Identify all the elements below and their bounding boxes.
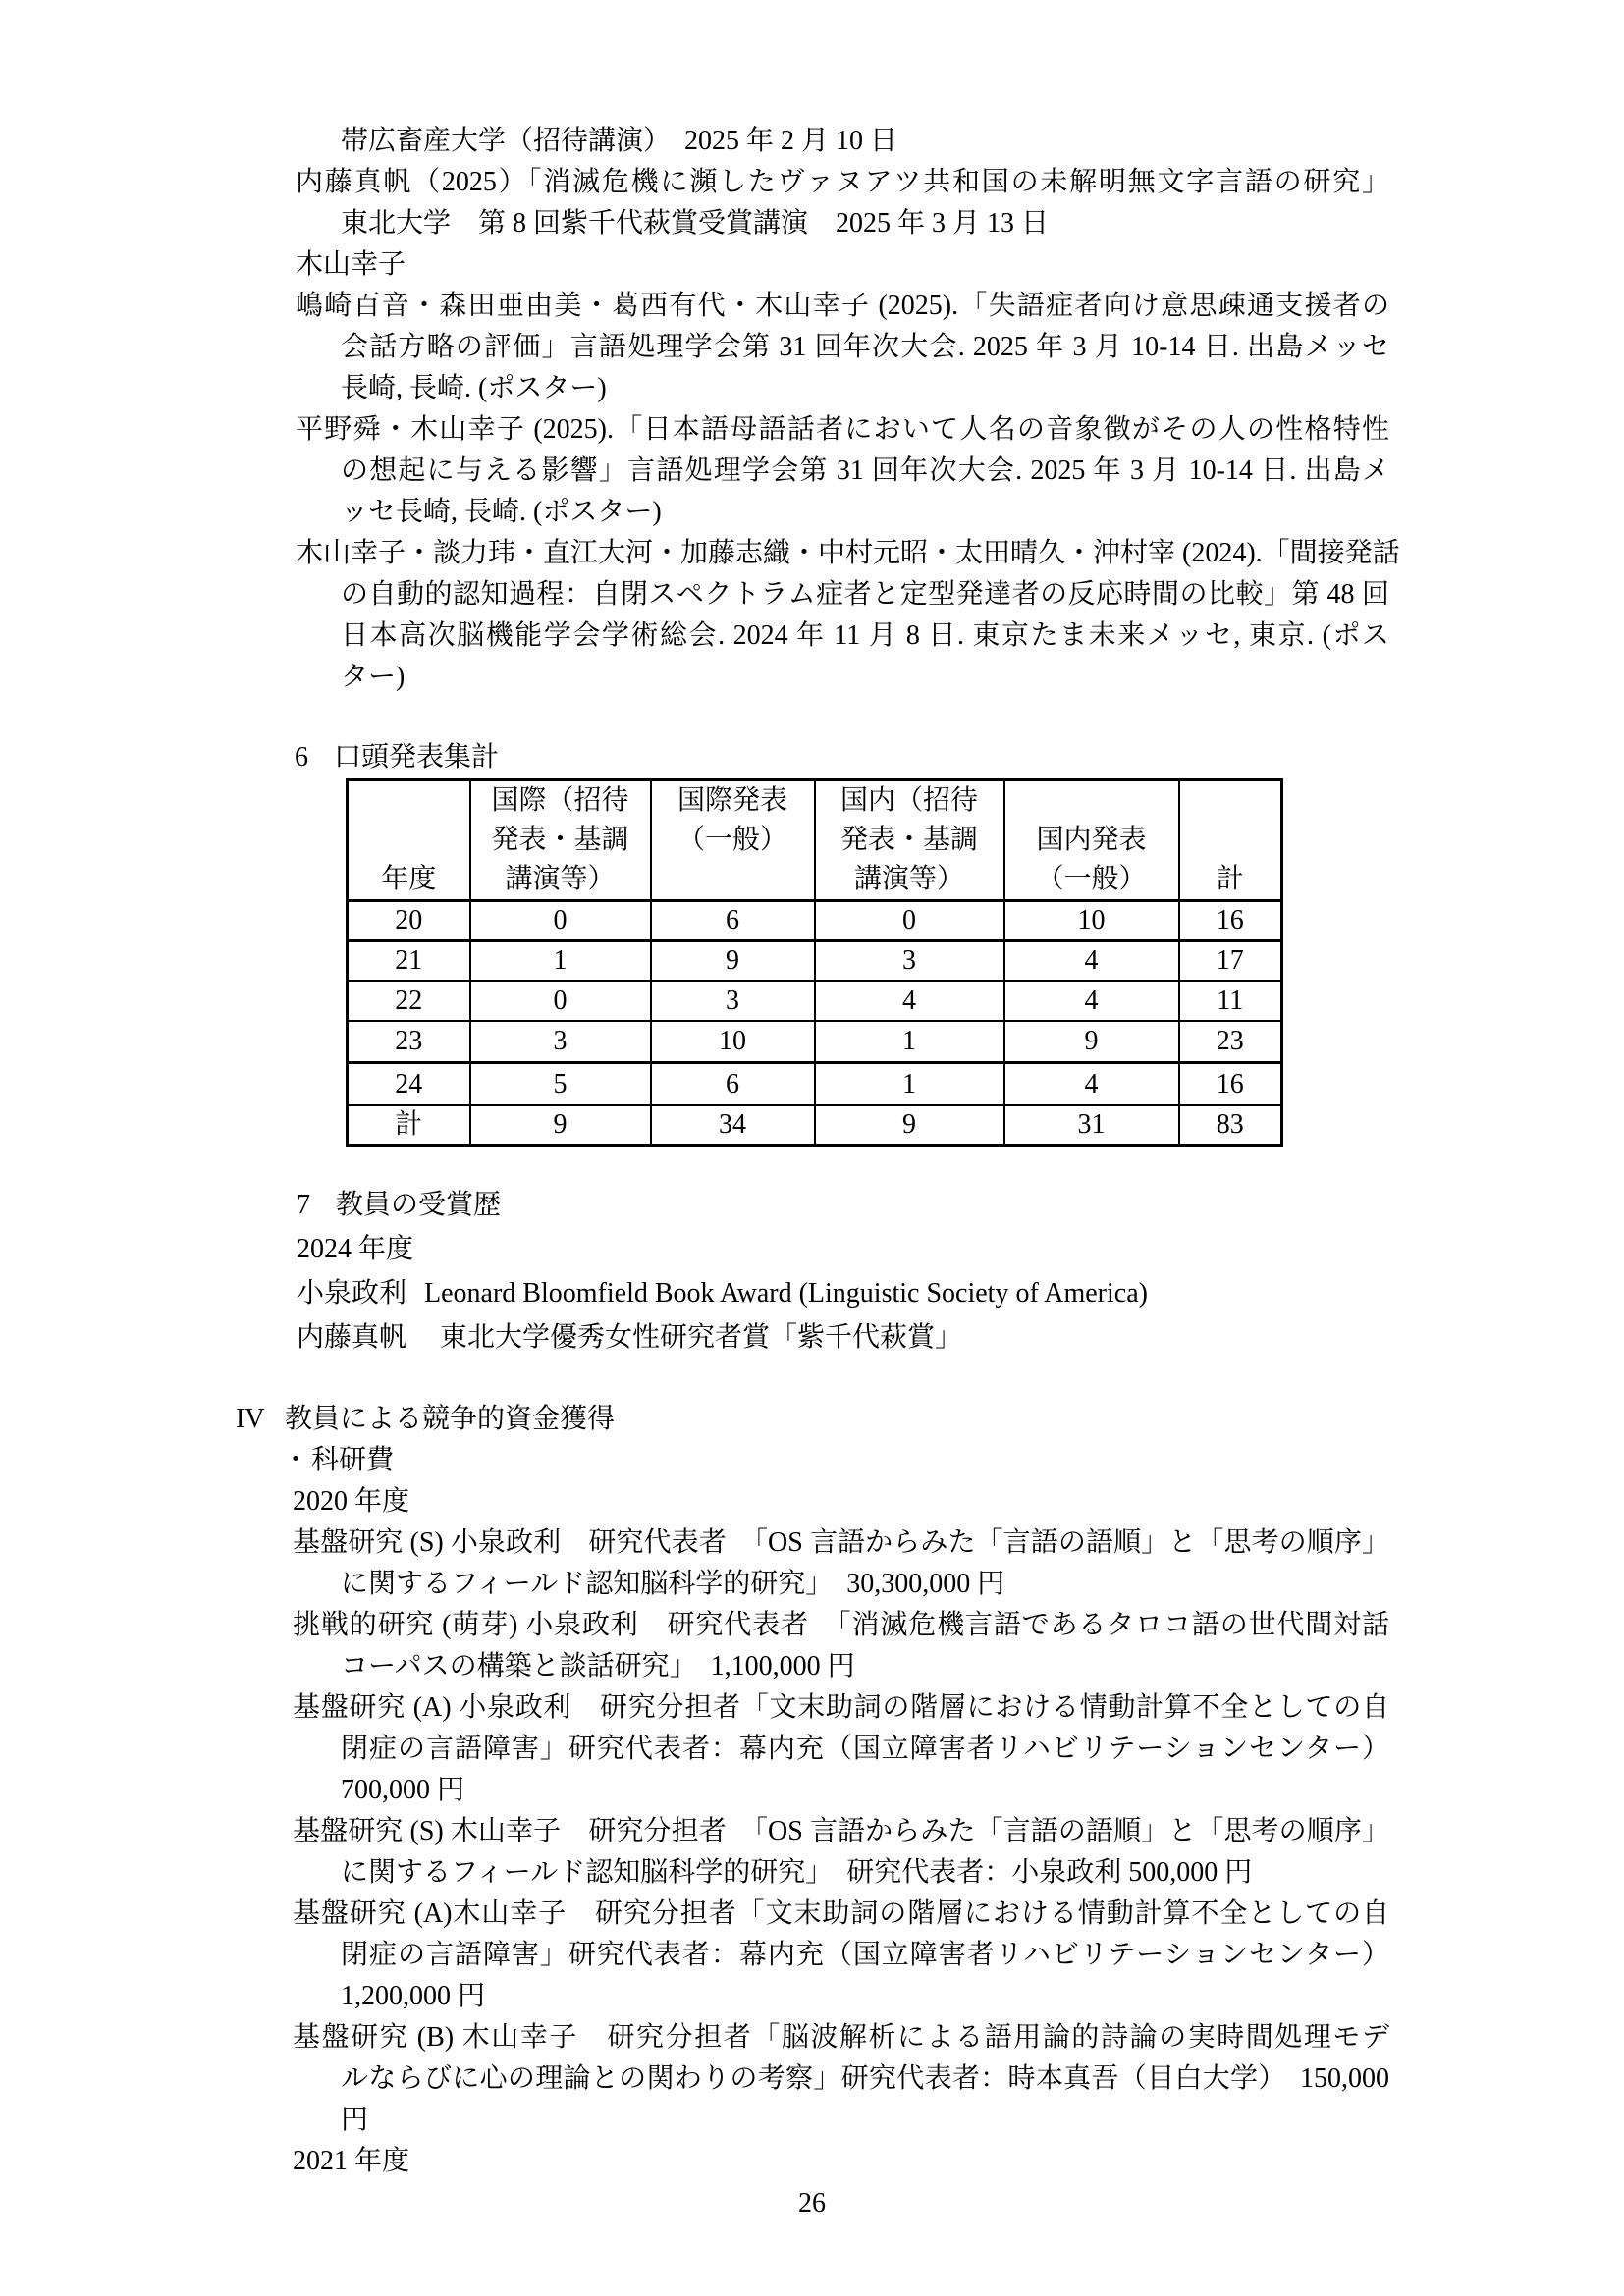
table-cell: 計	[348, 1105, 470, 1146]
table-header-row	[348, 780, 1282, 901]
table-cell: 5	[470, 1063, 651, 1106]
table-total-row	[348, 1105, 1282, 1146]
table-row	[348, 1021, 1282, 1063]
section-number: 6	[295, 742, 308, 773]
grant-line: 閉症の言語障害」研究代表者：幕内充（国立障害者リハビリテーションセンター）	[341, 1940, 1389, 1970]
table-cell: 20	[348, 901, 470, 941]
reference-entry	[296, 533, 1400, 698]
table-header-cell	[815, 780, 1004, 901]
award-recipient: 小泉政利	[297, 1278, 407, 1308]
entry-line: 木山幸子・談力玮・直江大河・加藤志織・中村元昭・太田晴久・沖村宰 (2024).「間接発話	[296, 538, 1400, 568]
table-cell: 23	[348, 1021, 470, 1063]
grant-entry	[293, 1894, 1389, 2017]
section-heading-competitive-funding	[236, 1399, 1389, 1440]
grant-line: 閉症の言語障害」研究代表者：幕内充（国立障害者リハビリテーションセンター）	[341, 1734, 1389, 1764]
competitive-funding-section	[236, 1399, 1389, 2182]
header-line: 国際発表	[677, 785, 787, 816]
award-year: 2024 年度	[297, 1234, 414, 1264]
table-cell: 22	[348, 981, 470, 1021]
table-cell: 16	[1179, 901, 1282, 941]
table-cell: 10	[651, 1021, 815, 1063]
grant-line: 基盤研究 (B) 木山幸子 研究分担者「脳波解析による語用論的詩論の実時間処理モデ	[293, 2022, 1389, 2053]
entry-line: 日本高次脳機能学会学術総会. 2024 年 11 月 8 日. 東京たま未来メッセ, 東京. (ポス	[341, 620, 1389, 651]
header-line: （一般）	[677, 825, 787, 855]
award-list	[297, 1271, 1148, 1360]
award-recipient: 内藤真帆	[297, 1322, 407, 1353]
entry-line: 長崎, 長崎. (ポスター)	[341, 373, 607, 403]
grant-line: 700,000 円	[341, 1775, 465, 1805]
grant-line: に関するフィールド認知脳科学的研究」 研究代表者：小泉政利 500,000 円	[341, 1857, 1253, 1888]
reference-entry	[296, 244, 1389, 286]
table-cell: 3	[470, 1021, 651, 1063]
table-cell: 9	[815, 1105, 1004, 1146]
section-heading-oral-presentation-summary	[295, 737, 499, 778]
section-heading-faculty-awards	[297, 1183, 1148, 1227]
header-line: 国際（招待	[491, 785, 629, 816]
entry-line: 会話方略の評価」言語処理学会第 31 回年次大会. 2025 年 3 月 10-14 日. 出島メッセ	[341, 332, 1389, 362]
entry-line: の想起に与える影響」言語処理学会第 31 回年次大会. 2025 年 3 月 10-14 日. 出島メ	[341, 455, 1389, 486]
grant-line: 基盤研究 (S) 木山幸子 研究分担者 「OS 言語からみた「言語の語順」と「思考の順序」	[293, 1816, 1389, 1846]
entry-line: 木山幸子	[296, 249, 406, 280]
award-title: 東北大学優秀女性研究者賞「紫千代萩賞」	[440, 1322, 963, 1353]
grant-line: 基盤研究 (S) 小泉政利 研究代表者 「OS 言語からみた「言語の語順」と「思考の順序」	[293, 1527, 1389, 1558]
award-title: Leonard Bloomfield Book Award (Linguistic Society of America)	[424, 1278, 1148, 1308]
table-row	[348, 981, 1282, 1021]
header-line: 講演等）	[853, 864, 964, 894]
table-cell: 10	[1004, 901, 1179, 941]
table-cell: 34	[651, 1105, 815, 1146]
grant-line: 1,200,000 円	[341, 1981, 486, 2011]
header-line: 計	[1216, 864, 1244, 894]
grant-line: 挑戦的研究 (萌芽) 小泉政利 研究代表者 「消滅危機言語であるタロコ語の世代間対話	[293, 1610, 1389, 1640]
table-cell: 21	[348, 941, 470, 982]
table-cell: 4	[1004, 941, 1179, 982]
header-line: 国内（招待	[839, 785, 978, 816]
grant-line: に関するフィールド認知脳科学的研究」 30,300,000 円	[341, 1569, 1005, 1599]
fiscal-year-label: 2021 年度	[293, 2146, 410, 2176]
table-cell: 16	[1179, 1063, 1282, 1106]
grant-line: 基盤研究 (A)木山幸子 研究分担者「文末助詞の階層における情動計算不全としての自	[293, 1898, 1389, 1929]
grant-line: ルならびに心の理論との関わりの考察」研究代表者：時本真吾（目白大学） 150,000	[341, 2063, 1389, 2094]
table-row	[348, 1063, 1282, 1106]
entry-line: 嶋崎百音・森田亜由美・葛西有代・木山幸子 (2025).「失語症者向け意思疎通支援者の	[296, 291, 1389, 321]
header-line: （一般）	[1036, 864, 1147, 894]
grant-entry	[293, 1522, 1389, 1605]
award-item	[297, 1271, 1148, 1315]
grant-entry	[293, 1687, 1389, 1811]
subsection-heading-kakenhi	[282, 1440, 1389, 1481]
presentation-list-continued	[296, 121, 1400, 698]
table-cell: 6	[651, 1063, 815, 1106]
fiscal-year-label: 2020 年度	[293, 1486, 410, 1517]
table-header-cell	[470, 780, 651, 901]
grant-line: コーパスの構築と談話研究」 1,100,000 円	[341, 1651, 855, 1682]
table-cell: 4	[1004, 981, 1179, 1021]
page-number: 26	[798, 2188, 826, 2218]
header-line: 国内発表	[1036, 825, 1147, 855]
entry-line: の自動的認知過程：自閉スペクトラム症者と定型発達者の反応時間の比較」第 48 回	[341, 579, 1389, 610]
table-body	[348, 901, 1282, 1146]
header-line: 発表・基調	[491, 825, 629, 855]
reference-entry	[296, 162, 1389, 244]
table-cell: 6	[651, 901, 815, 941]
table-cell: 11	[1179, 981, 1282, 1021]
grant-entry	[293, 1811, 1389, 1894]
grant-entry	[293, 1605, 1389, 1687]
oral-presentation-summary-table	[346, 778, 1283, 1147]
entry-line: ター)	[341, 662, 406, 692]
table-cell: 4	[815, 981, 1004, 1021]
table-row	[348, 901, 1282, 941]
table-cell: 83	[1179, 1105, 1282, 1146]
grant-line: 円	[341, 2105, 369, 2135]
grant-entry	[293, 2017, 1389, 2141]
table-row	[348, 941, 1282, 982]
table-cell: 4	[1004, 1063, 1179, 1106]
table-cell: 31	[1004, 1105, 1179, 1146]
table-cell: 23	[1179, 1021, 1282, 1063]
reference-entry	[296, 286, 1389, 409]
section-number: 7	[297, 1190, 310, 1220]
grant-line: 基盤研究 (A) 小泉政利 研究分担者「文末助詞の階層における情動計算不全としての自	[293, 1692, 1389, 1723]
header-line: 年度	[381, 864, 437, 894]
bullet-icon: ・	[282, 1445, 310, 1475]
table-header-cell	[348, 780, 470, 901]
table-cell: 1	[815, 1063, 1004, 1106]
table-cell: 3	[815, 941, 1004, 982]
table-cell: 3	[651, 981, 815, 1021]
entry-line: 帯広畜産大学（招待講演） 2025 年 2 月 10 日	[341, 126, 898, 156]
table-header-cell	[1179, 780, 1282, 901]
entry-line: 平野舜・木山幸子 (2025).「日本語母語話者において人名の音象徴がその人の性格特性	[296, 414, 1389, 445]
table-cell: 1	[815, 1021, 1004, 1063]
table-cell: 9	[651, 941, 815, 982]
table-cell: 1	[470, 941, 651, 982]
table-cell: 0	[815, 901, 1004, 941]
section-title: 教員の受賞歴	[336, 1190, 502, 1220]
table-cell: 0	[470, 981, 651, 1021]
section-title: 口頭発表集計	[334, 742, 500, 773]
table-cell: 9	[1004, 1021, 1179, 1063]
table-cell: 0	[470, 901, 651, 941]
reference-entry	[296, 409, 1389, 533]
header-line: 講演等）	[505, 864, 616, 894]
table-header-cell	[1004, 780, 1179, 901]
faculty-awards-section	[297, 1183, 1148, 1360]
section-numeral: IV	[236, 1404, 265, 1434]
header-line: 発表・基調	[839, 825, 978, 855]
award-item	[297, 1315, 1148, 1360]
entry-line: 東北大学 第 8 回紫千代萩賞受賞講演 2025 年 3 月 13 日	[341, 208, 1050, 239]
section-title: 教員による競争的資金獲得	[285, 1404, 616, 1434]
entry-line: ッセ長崎, 長崎. (ポスター)	[341, 497, 662, 527]
table-header-cell	[651, 780, 815, 901]
table-cell: 17	[1179, 941, 1282, 982]
table-cell: 9	[470, 1105, 651, 1146]
subsection-title: 科研費	[311, 1445, 395, 1475]
grant-list	[293, 1481, 1389, 2182]
entry-line: 内藤真帆（2025）「消滅危機に瀕したヴァヌアツ共和国の未解明無文字言語の研究」	[296, 167, 1389, 197]
table-cell: 24	[348, 1063, 470, 1106]
